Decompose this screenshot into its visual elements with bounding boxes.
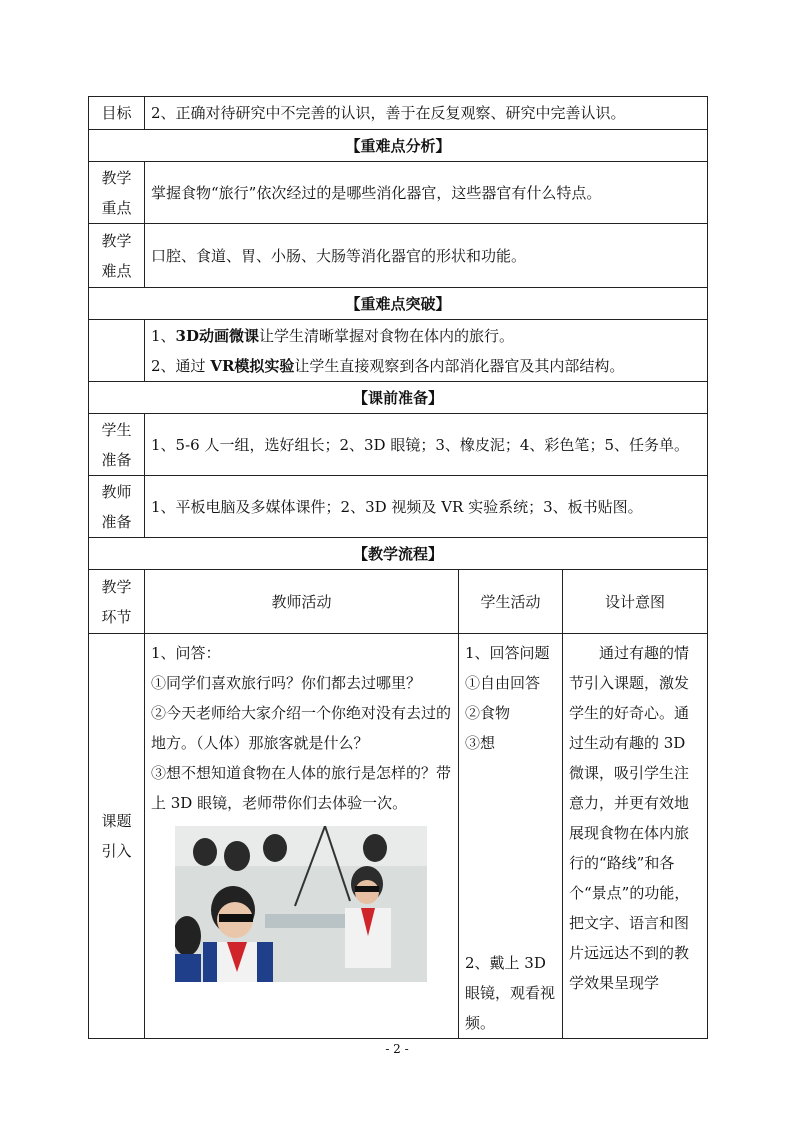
- flow-stage-intro: 课题 引入: [89, 634, 145, 1039]
- section-flow-heading: 【教学流程】: [89, 538, 708, 570]
- student-prep-row: [89, 414, 708, 476]
- page-number: - 2 -: [385, 1042, 409, 1056]
- teacher-activity-cell: [145, 634, 459, 1039]
- key-point-text: 掌握食物“旅行”依次经过的是哪些消化器官，这些器官有什么特点。: [145, 162, 708, 224]
- teacher-line: ②今天老师给大家介绍一个你绝对没有去过的地方。（人体）那旅客就是什么？: [151, 704, 452, 752]
- flow-header-stage: 教学 环节: [89, 570, 145, 634]
- student-line: ③想: [465, 734, 496, 752]
- teacher-line: 1、问答：: [151, 644, 221, 662]
- goal-row: [89, 97, 708, 130]
- breakthrough-item-1: 1、3D动画微课让学生清晰掌握对食物在体内的旅行。: [151, 326, 515, 345]
- student-prep-text: 1、5-6 人一组，选好组长；2、3D 眼镜；3、橡皮泥；4、彩色笔；5、任务单。: [145, 414, 708, 476]
- section-analysis-heading: 【重难点分析】: [89, 130, 708, 162]
- student-line: 2、戴上 3D 眼镜，观看视频。: [465, 954, 556, 1032]
- flow-header-teacher: 教师活动: [145, 570, 459, 634]
- classroom-photo-image: [175, 826, 427, 982]
- student-line: 1、回答问题: [465, 644, 550, 662]
- section-prep-heading: 【课前准备】: [89, 382, 708, 414]
- flow-header-design: 设计意图: [563, 570, 708, 634]
- difficulty-text: 口腔、食道、胃、小肠、大肠等消化器官的形状和功能。: [145, 224, 708, 288]
- student-prep-label: 学生 准备: [89, 414, 145, 476]
- breakthrough-row: [89, 320, 708, 382]
- teacher-prep-row: [89, 476, 708, 538]
- teacher-prep-label: 教师 准备: [89, 476, 145, 538]
- breakthrough-label: [89, 320, 145, 382]
- classroom-3d-glasses-photo: [175, 826, 427, 982]
- student-line: ①自由回答: [465, 674, 541, 692]
- student-line: ②食物: [465, 704, 511, 722]
- goal-label: 目标: [89, 97, 145, 130]
- lesson-plan-table: [88, 96, 708, 1039]
- flow-header-student: 学生活动: [459, 570, 563, 634]
- student-activity-cell: [459, 634, 563, 1039]
- teacher-line: ③想不想知道食物在人体的旅行是怎样的？带上 3D 眼镜，老师带你们去体验一次。: [151, 764, 452, 812]
- design-intent-text: 通过有趣的情节引入课题，激发学生的好奇心。通过生动有趣的 3D 微课，吸引学生注意力，并更有效地展现食物在体内旅行的“路线”和各个“景点”的功能，把文字、语言和图片远远达不到的教学效果呈现学: [569, 644, 690, 992]
- breakthrough-text: [145, 320, 708, 382]
- difficulty-label: 教学 难点: [89, 224, 145, 288]
- teacher-line: ①同学们喜欢旅行吗？你们都去过哪里？: [151, 674, 422, 692]
- flow-header-row: [89, 570, 708, 634]
- breakthrough-item-2: 2、通过 VR模拟实验让学生直接观察到各内部消化器官及其内部结构。: [151, 356, 625, 375]
- flow-intro-row: [89, 634, 708, 1039]
- key-point-row: [89, 162, 708, 224]
- teacher-prep-text: 1、平板电脑及多媒体课件；2、3D 视频及 VR 实验系统；3、板书贴图。: [145, 476, 708, 538]
- section-breakthrough-heading: 【重难点突破】: [89, 288, 708, 320]
- design-intent-cell: [563, 634, 708, 1039]
- difficulty-row: [89, 224, 708, 288]
- goal-text: 2、正确对待研究中不完善的认识，善于在反复观察、研究中完善认识。: [145, 97, 708, 130]
- key-point-label: 教学 重点: [89, 162, 145, 224]
